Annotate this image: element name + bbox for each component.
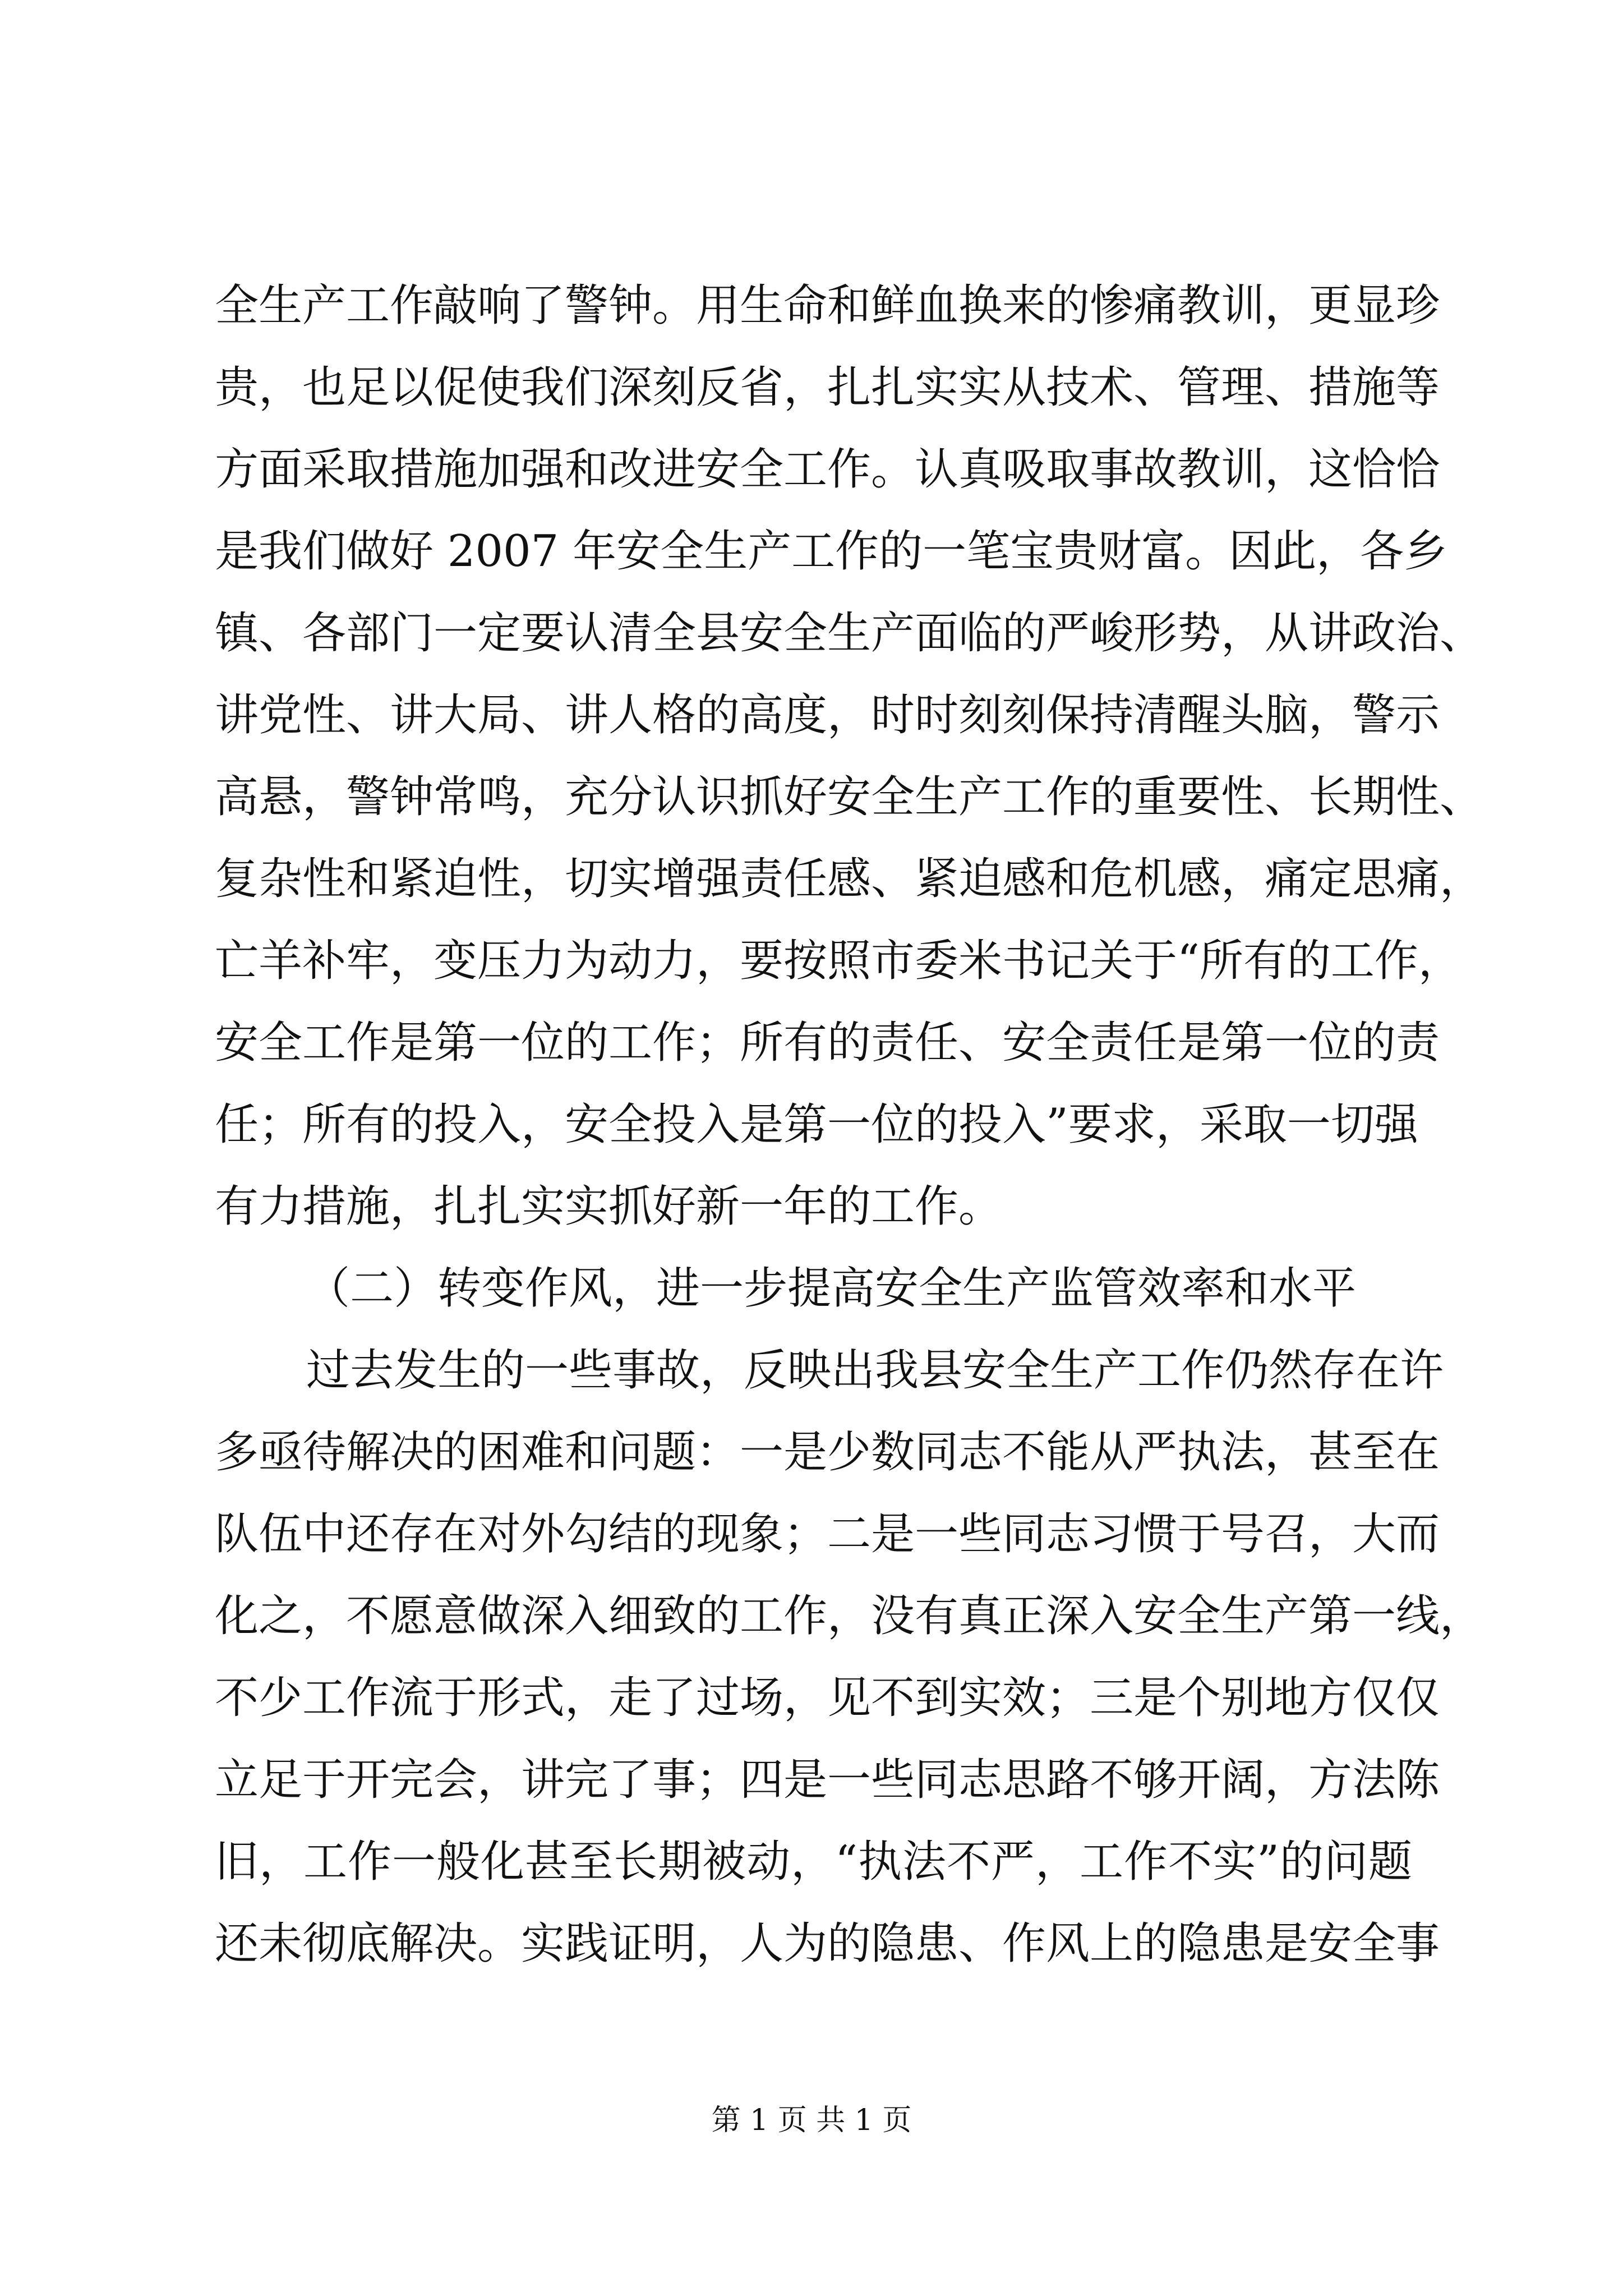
paragraph-1-line: 有力措施，扎扎实实抓好新一年的工作。 [215, 1181, 1003, 1232]
paragraph-2-line: 队伍中还存在对外勾结的现象；二是一些同志习惯于号召，大而 [215, 1509, 1440, 1559]
paragraph-1-line: 镇、各部门一定要认清全县安全生产面临的严峻形势，从讲政治、 [215, 608, 1484, 659]
paragraph-2-line: 化之，不愿意做深入细致的工作，没有真正深入安全生产第一线， [215, 1591, 1484, 1641]
paragraph-2-line: 不少工作流于形式，走了过场，见不到实效；三是个别地方仅仅 [215, 1673, 1440, 1723]
paragraph-1-line: 是我们做好 2007 年安全生产工作的一笔宝贵财富。因此，各乡 [215, 526, 1448, 577]
paragraph-1-line: 方面采取措施加强和改进安全工作。认真吸取事故教训，这恰恰 [215, 444, 1440, 495]
paragraph-1-line: 安全工作是第一位的工作；所有的责任、安全责任是第一位的责 [215, 1018, 1440, 1068]
paragraph-1-line: 讲党性、讲大局、讲人格的高度，时时刻刻保持清醒头脑，警示 [215, 690, 1440, 740]
paragraph-1-line: 全生产工作敲响了警钟。用生命和鲜血换来的惨痛教训，更显珍 [215, 280, 1440, 331]
paragraph-2-line: 立足于开完会，讲完了事；四是一些同志思路不够开阔，方法陈 [215, 1755, 1440, 1805]
page-number-label: 第 1 页 共 1 页 [711, 2104, 912, 2137]
paragraph-2-line: 还未彻底解决。实践证明，人为的隐患、作风上的隐患是安全事 [215, 1918, 1440, 1969]
paragraph-1-line: 任；所有的投入，安全投入是第一位的投入”要求，采取一切强 [215, 1099, 1418, 1150]
paragraph-2-line: 旧，工作一般化甚至长期被动，“执法不严，工作不实”的问题 [215, 1837, 1412, 1887]
paragraph-1-line: 高悬，警钟常鸣，充分认识抓好安全生产工作的重要性、长期性、 [215, 772, 1484, 822]
section-heading: （二）转变作风，进一步提高安全生产监管效率和水平 [306, 1263, 1357, 1314]
paragraph-1-line: 亡羊补牢，变压力为动力，要按照市委米书记关于“所有的工作， [215, 936, 1462, 986]
document-body [215, 265, 1484, 1985]
paragraph-1-line: 贵，也足以促使我们深刻反省，扎扎实实从技术、管理、措施等 [215, 362, 1440, 413]
paragraph-2-line: 多亟待解决的困难和问题：一是少数同志不能从严执法，甚至在 [215, 1427, 1440, 1478]
page-footer [0, 2101, 1623, 2140]
paragraph-1-line: 复杂性和紧迫性，切实增强责任感、紧迫感和危机感，痛定思痛， [215, 854, 1484, 904]
paragraph-2-line: 过去发生的一些事故，反映出我县安全生产工作仍然存在许 [306, 1345, 1444, 1396]
